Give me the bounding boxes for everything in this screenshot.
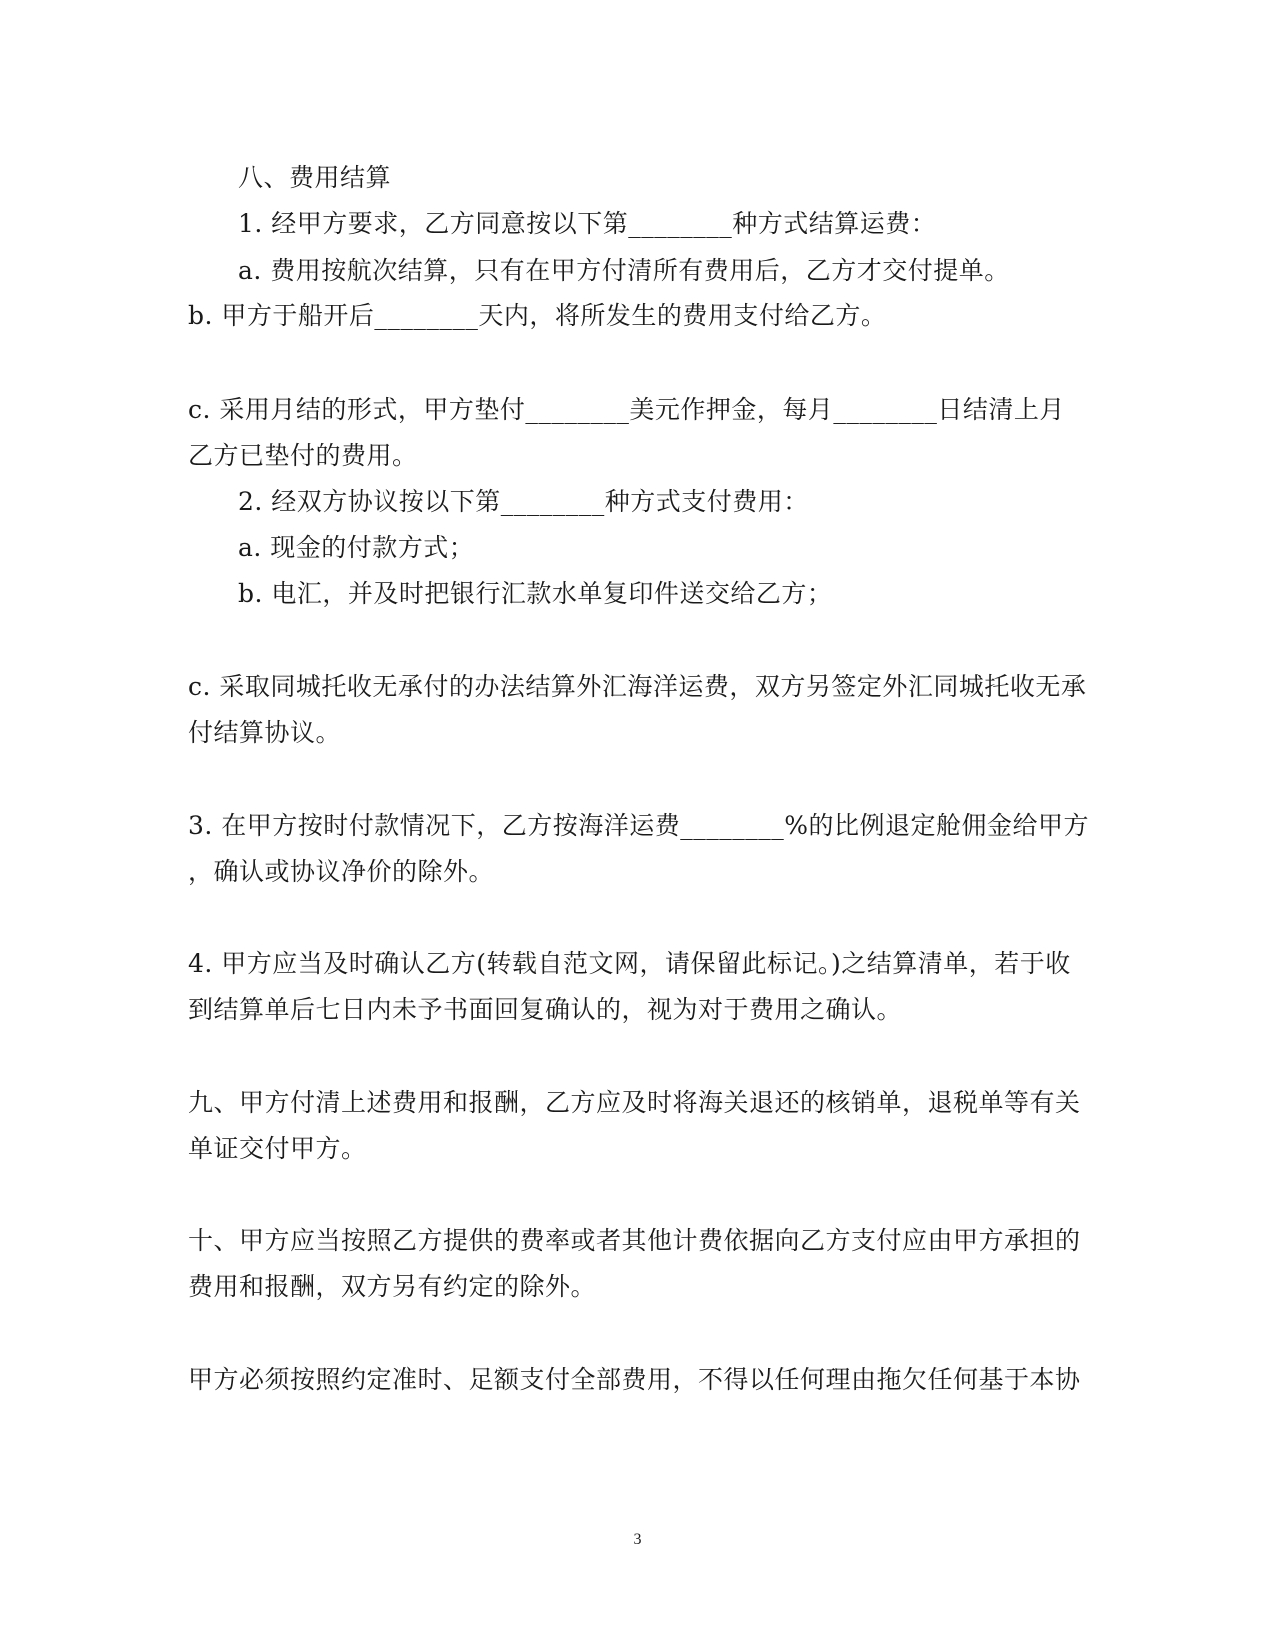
section-nine: 九、甲方付清上述费用和报酬，乙方应及时将海关退还的核销单，退税单等有关	[188, 1088, 1081, 1117]
clause-1c-monthly-settlement: c. 采用月结的形式，甲方垫付________美元作押金，每月________日结清上月	[188, 395, 1065, 424]
clause-1a-per-voyage: a. 费用按航次结算，只有在甲方付清所有费用后，乙方才交付提单。	[238, 256, 1010, 285]
clause-2b-wire-transfer: b. 电汇，并及时把银行汇款水单复印件送交给乙方；	[238, 579, 833, 608]
section-nine-continuation: 单证交付甲方。	[188, 1134, 367, 1163]
clause-4-statement-confirmation: 4. 甲方应当及时确认乙方(转载自范文网，请保留此标记。)之结算清单，若于收	[188, 949, 1071, 978]
section-heading-fee-settlement: 八、费用结算	[238, 163, 392, 192]
payment-obligation-paragraph: 甲方必须按照约定准时、足额支付全部费用，不得以任何理由拖欠任何基于本协	[188, 1365, 1081, 1394]
clause-1c-continuation: 乙方已垫付的费用。	[188, 441, 418, 470]
clause-2a-cash: a. 现金的付款方式；	[238, 533, 475, 562]
clause-2c-collection: c. 采取同城托收无承付的办法结算外汇海洋运费，双方另签定外汇同城托收无承	[188, 672, 1087, 701]
section-ten: 十、甲方应当按照乙方提供的费率或者其他计费依据向乙方支付应由甲方承担的	[188, 1226, 1081, 1255]
clause-4-continuation: 到结算单后七日内未予书面回复确认的，视为对于费用之确认。	[188, 995, 903, 1024]
clause-2c-continuation: 付结算协议。	[188, 718, 342, 747]
clause-2-payment-method: 2. 经双方协议按以下第________种方式支付费用：	[238, 487, 809, 516]
clause-3-continuation: ，确认或协议净价的除外。	[188, 857, 495, 886]
clause-1-settlement-method: 1. 经甲方要求，乙方同意按以下第________种方式结算运费：	[238, 209, 937, 238]
clause-1b-days-after-sailing: b. 甲方于船开后________天内，将所发生的费用支付给乙方。	[188, 301, 887, 330]
section-ten-continuation: 费用和报酬，双方另有约定的除外。	[188, 1272, 597, 1301]
clause-3-commission-refund: 3. 在甲方按时付款情况下，乙方按海洋运费________%的比例退定舱佣金给甲方	[188, 811, 1090, 840]
page-number: 3	[633, 1531, 642, 1548]
